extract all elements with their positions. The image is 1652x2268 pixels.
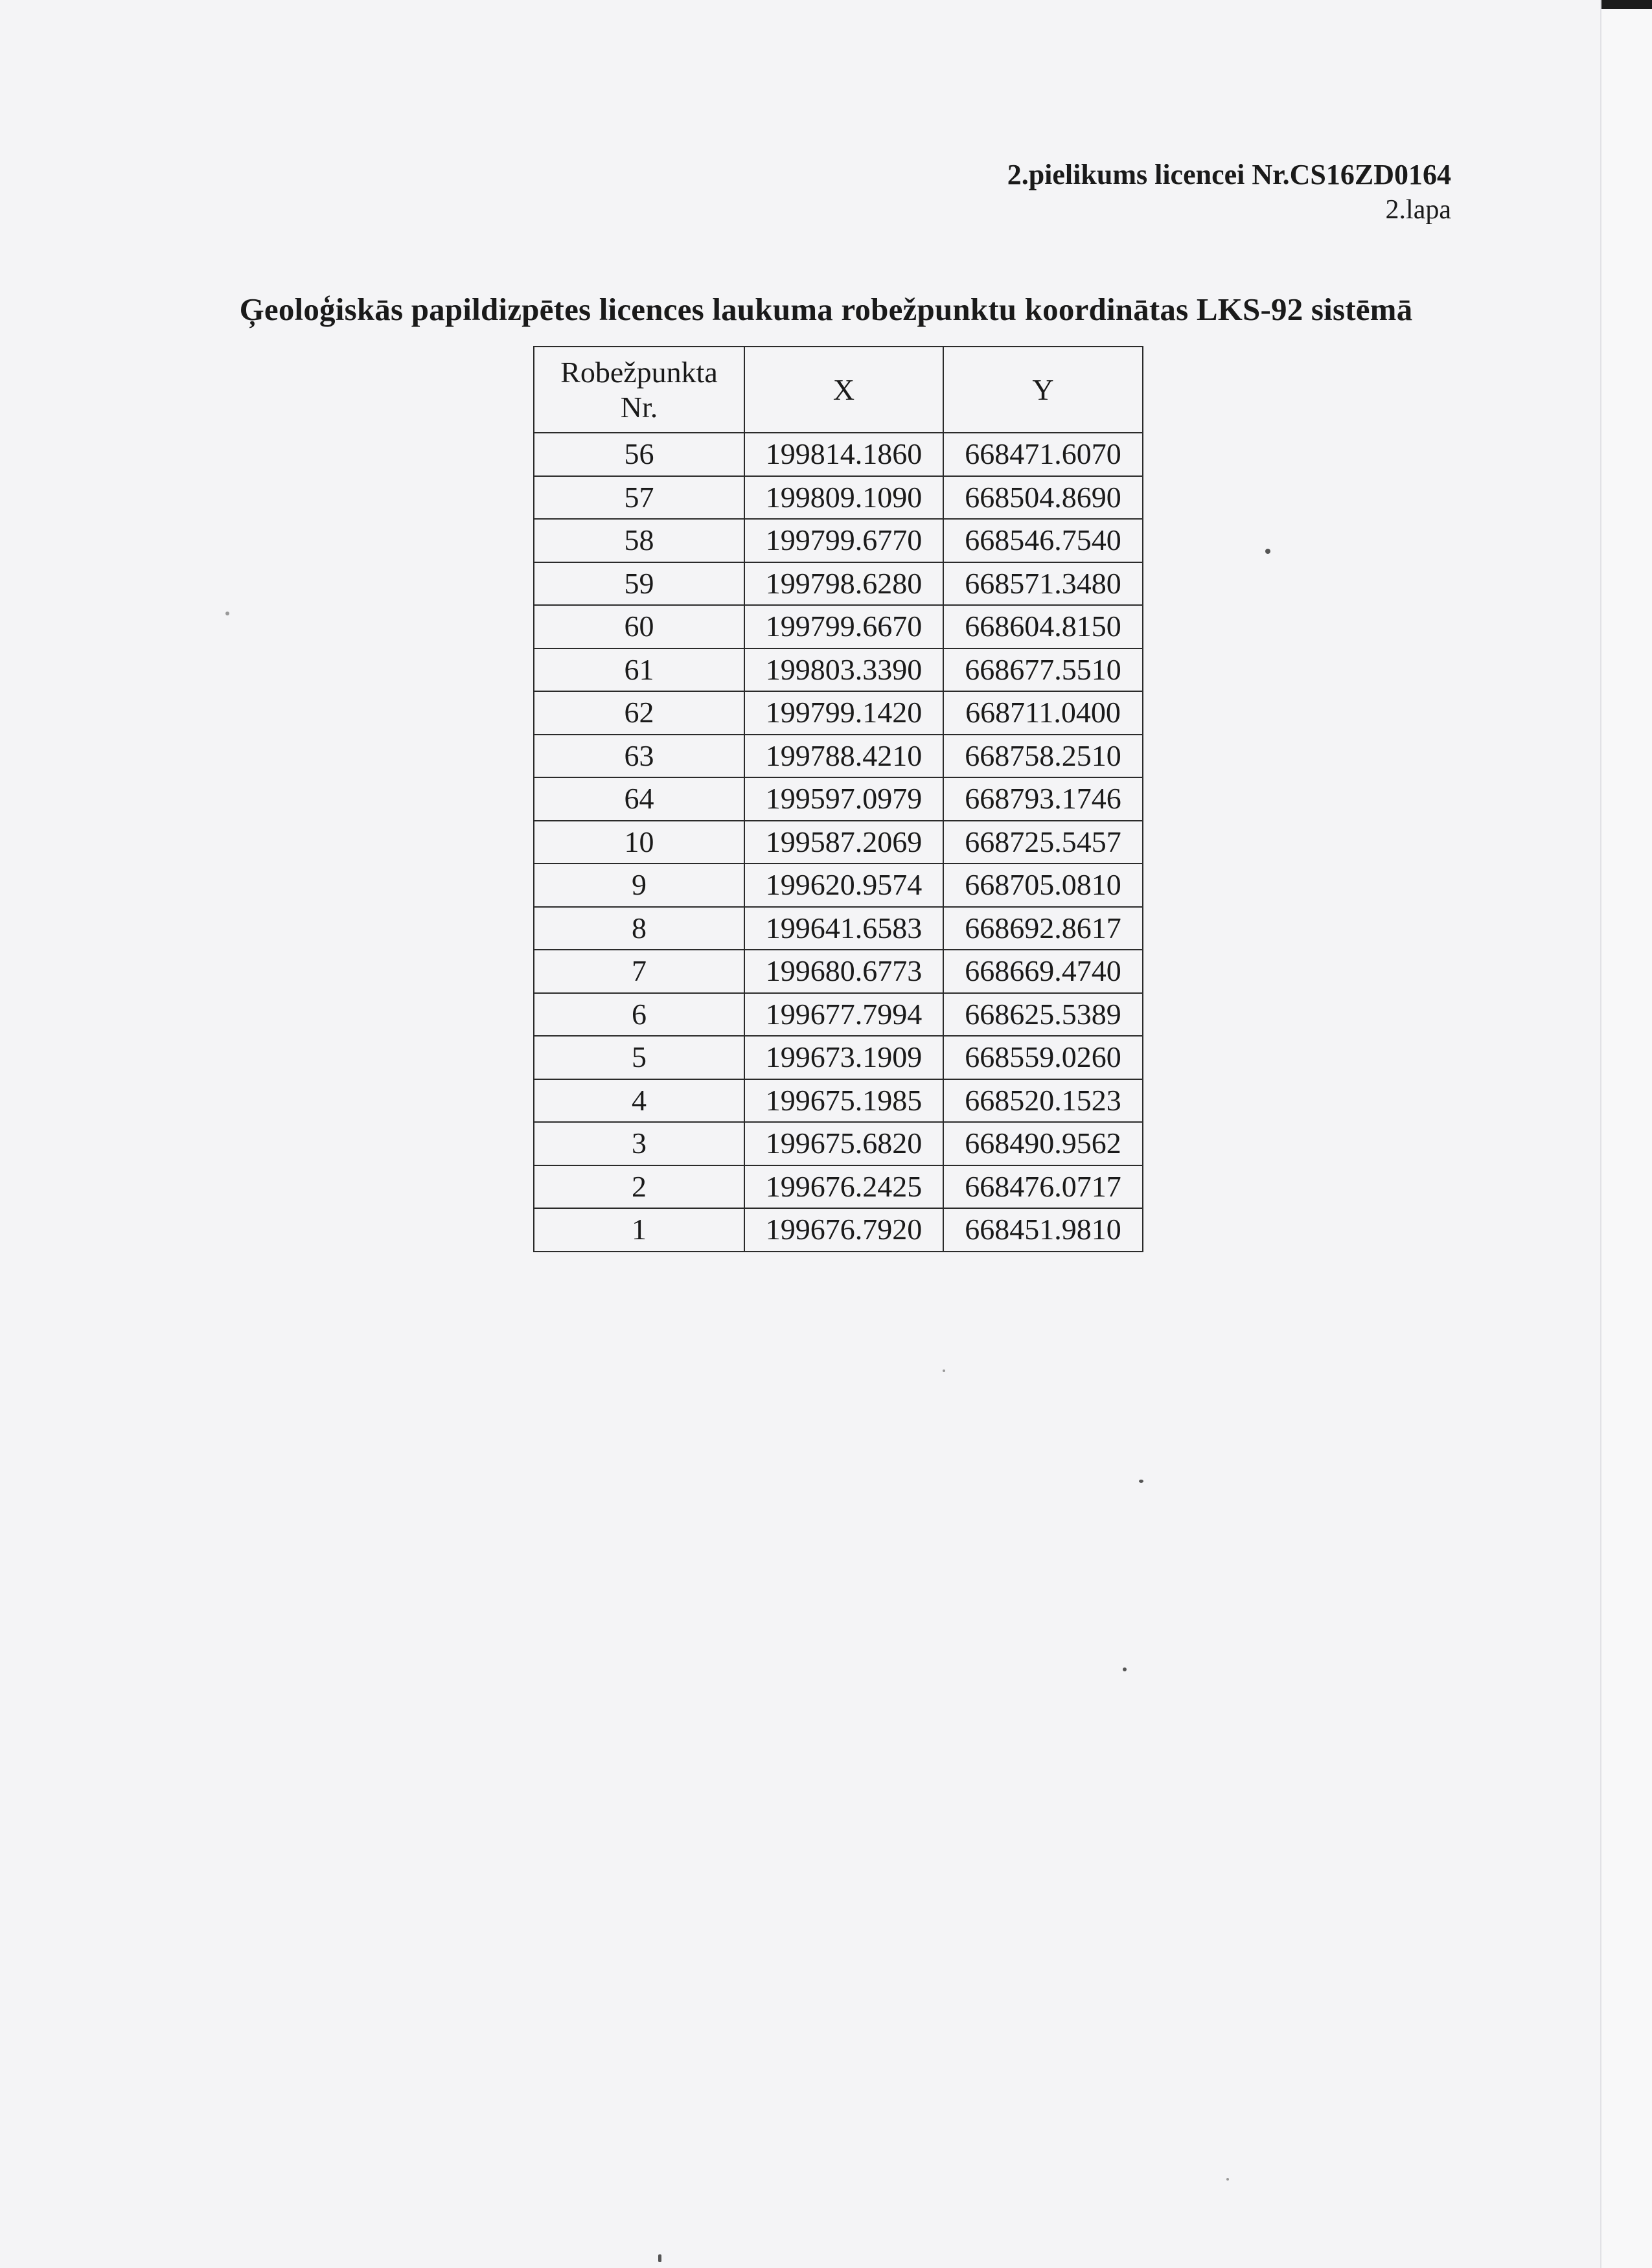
x-coordinate-cell: 199620.9574: [744, 864, 943, 907]
y-coordinate-cell: 668476.0717: [943, 1165, 1143, 1209]
x-coordinate-cell: 199799.6670: [744, 605, 943, 648]
point-number-cell: 2: [534, 1165, 744, 1209]
x-coordinate-cell: 199799.6770: [744, 519, 943, 562]
point-number-cell: 3: [534, 1122, 744, 1165]
page-edge: [1600, 0, 1652, 2268]
x-coordinate-cell: 199676.2425: [744, 1165, 943, 1209]
point-number-cell: 9: [534, 864, 744, 907]
point-number-cell: 64: [534, 777, 744, 821]
point-number-cell: 8: [534, 907, 744, 950]
point-number-cell: 63: [534, 735, 744, 778]
point-header-line1: Robežpunkta: [560, 355, 718, 389]
table-row: [534, 1036, 1143, 1079]
table-row: [534, 950, 1143, 993]
table-row: [534, 864, 1143, 907]
table-row: [534, 821, 1143, 864]
point-number-cell: 62: [534, 691, 744, 735]
point-number-cell: 61: [534, 648, 744, 692]
table-row: [534, 476, 1143, 520]
table-row: [534, 993, 1143, 1037]
scan-speck: [225, 612, 229, 615]
table-row: [534, 433, 1143, 476]
y-coordinate-cell: 668758.2510: [943, 735, 1143, 778]
table-row: [534, 1122, 1143, 1165]
y-coordinate-cell: 668705.0810: [943, 864, 1143, 907]
y-coordinate-cell: 668677.5510: [943, 648, 1143, 692]
x-coordinate-cell: 199680.6773: [744, 950, 943, 993]
column-header-x: X: [744, 347, 943, 433]
scan-speck: [1265, 549, 1270, 554]
y-coordinate-cell: 668571.3480: [943, 562, 1143, 606]
page-number: 2.lapa: [1385, 195, 1451, 225]
column-header-point-number: [534, 347, 744, 433]
table-row: [534, 691, 1143, 735]
x-coordinate-cell: 199788.4210: [744, 735, 943, 778]
table-row: [534, 907, 1143, 950]
table-row: [534, 777, 1143, 821]
table-row: [534, 1208, 1143, 1252]
point-number-cell: 6: [534, 993, 744, 1037]
x-coordinate-cell: 199675.6820: [744, 1122, 943, 1165]
x-coordinate-cell: 199798.6280: [744, 562, 943, 606]
point-number-cell: 1: [534, 1208, 744, 1252]
y-coordinate-cell: 668604.8150: [943, 605, 1143, 648]
y-coordinate-cell: 668504.8690: [943, 476, 1143, 520]
scan-speck: [943, 1369, 945, 1372]
x-coordinate-cell: 199673.1909: [744, 1036, 943, 1079]
y-coordinate-cell: 668692.8617: [943, 907, 1143, 950]
table-row: [534, 519, 1143, 562]
table-row: [534, 1079, 1143, 1123]
y-coordinate-cell: 668625.5389: [943, 993, 1143, 1037]
scan-speck: [658, 2254, 661, 2262]
scan-speck: [1123, 1667, 1127, 1671]
table-row: [534, 735, 1143, 778]
x-coordinate-cell: 199809.1090: [744, 476, 943, 520]
y-coordinate-cell: 668546.7540: [943, 519, 1143, 562]
x-coordinate-cell: 199597.0979: [744, 777, 943, 821]
y-coordinate-cell: 668451.9810: [943, 1208, 1143, 1252]
point-number-cell: 10: [534, 821, 744, 864]
table-header-row: [534, 347, 1143, 433]
table-row: [534, 648, 1143, 692]
point-number-cell: 59: [534, 562, 744, 606]
point-number-cell: 5: [534, 1036, 744, 1079]
x-coordinate-cell: 199641.6583: [744, 907, 943, 950]
y-coordinate-cell: 668471.6070: [943, 433, 1143, 476]
y-coordinate-cell: 668559.0260: [943, 1036, 1143, 1079]
coordinates-table: [533, 346, 1143, 1252]
y-coordinate-cell: 668793.1746: [943, 777, 1143, 821]
table-row: [534, 1165, 1143, 1209]
x-coordinate-cell: 199677.7994: [744, 993, 943, 1037]
point-number-cell: 56: [534, 433, 744, 476]
x-coordinate-cell: 199676.7920: [744, 1208, 943, 1252]
document-title: Ģeoloģiskās papildizpētes licences laukuma robežpunktu koordinātas LKS-92 sistēmā: [239, 292, 1413, 327]
point-number-cell: 60: [534, 605, 744, 648]
scan-speck: [1226, 2178, 1229, 2181]
point-header-line2: Nr.: [620, 390, 658, 424]
point-number-cell: 57: [534, 476, 744, 520]
y-coordinate-cell: 668669.4740: [943, 950, 1143, 993]
document-header: [1007, 157, 1451, 227]
x-coordinate-cell: 199675.1985: [744, 1079, 943, 1123]
scan-speck: [1139, 1480, 1143, 1483]
y-coordinate-cell: 668490.9562: [943, 1122, 1143, 1165]
table-row: [534, 562, 1143, 606]
point-number-cell: 7: [534, 950, 744, 993]
point-number-cell: 4: [534, 1079, 744, 1123]
appendix-reference: 2.pielikums licencei Nr.CS16ZD0164: [1007, 159, 1451, 190]
point-number-cell: 58: [534, 519, 744, 562]
table-row: [534, 605, 1143, 648]
y-coordinate-cell: 668711.0400: [943, 691, 1143, 735]
y-coordinate-cell: 668520.1523: [943, 1079, 1143, 1123]
x-coordinate-cell: 199803.3390: [744, 648, 943, 692]
x-coordinate-cell: 199814.1860: [744, 433, 943, 476]
x-coordinate-cell: 199799.1420: [744, 691, 943, 735]
scan-corner-mark: [1601, 0, 1652, 9]
y-coordinate-cell: 668725.5457: [943, 821, 1143, 864]
x-coordinate-cell: 199587.2069: [744, 821, 943, 864]
column-header-y: Y: [943, 347, 1143, 433]
